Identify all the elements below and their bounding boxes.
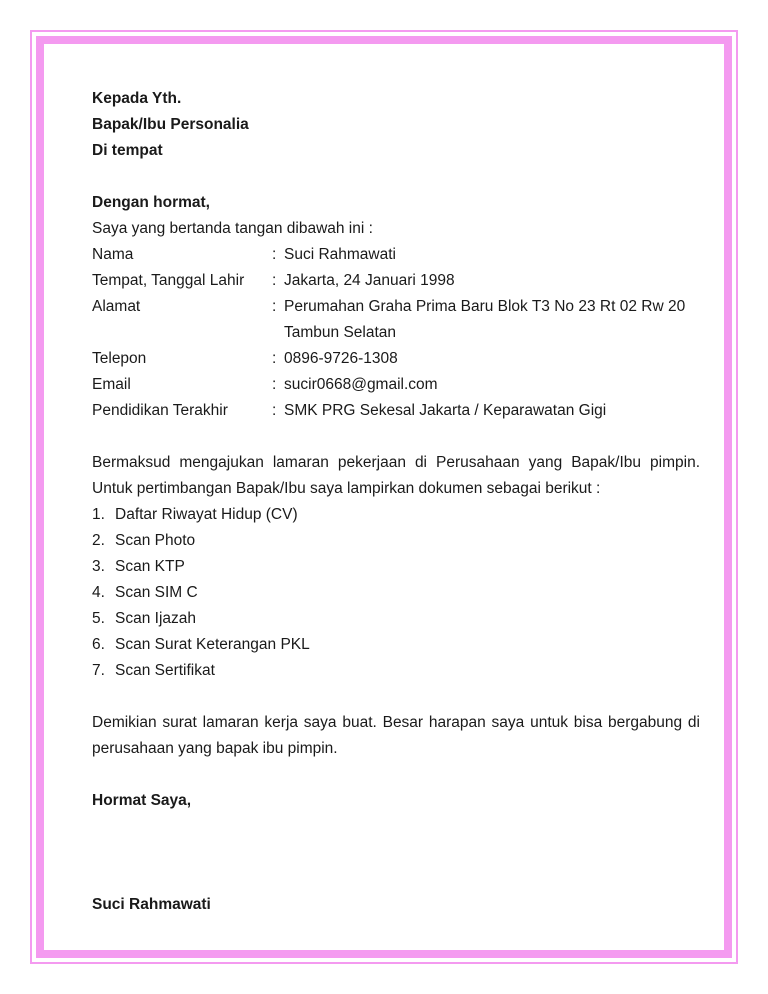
field-value: Perumahan Graha Prima Baru Blok T3 No 23 Rt 02 Rw 20 Tambun Selatan: [284, 298, 686, 341]
recipient-line-2: Bapak/Ibu Personalia: [92, 116, 249, 133]
attachment-item-sim: [92, 580, 700, 606]
field-label: Telepon: [92, 350, 147, 367]
field-colon: :: [272, 272, 277, 289]
attachment-text: Scan Photo: [115, 532, 196, 549]
field-value: sucir0668@gmail.com: [284, 376, 438, 393]
attachment-item-photo: [92, 528, 700, 554]
attachment-text: Scan Sertifikat: [115, 662, 215, 679]
field-label: Nama: [92, 246, 134, 263]
recipient-block: [92, 86, 700, 164]
field-label: Pendidikan Terakhir: [92, 402, 228, 419]
attachment-number: 7.: [92, 662, 105, 679]
letter-content: [44, 44, 724, 950]
field-value: 0896-9726-1308: [284, 350, 398, 367]
field-colon: :: [272, 376, 277, 393]
field-colon: :: [272, 298, 277, 315]
field-label: Alamat: [92, 298, 141, 315]
field-colon: :: [272, 402, 277, 419]
field-label: Email: [92, 376, 131, 393]
signature-label: Hormat Saya,: [92, 792, 192, 809]
personal-data-block: [92, 242, 700, 424]
field-row-telepon: [92, 346, 700, 372]
field-value: Suci Rahmawati: [284, 246, 396, 263]
recipient-line-1: Kepada Yth.: [92, 90, 182, 107]
attachment-item-cv: [92, 502, 700, 528]
attachment-item-surat-pkl: [92, 632, 700, 658]
field-colon: :: [272, 350, 277, 367]
body-paragraph: Bermaksud mengajukan lamaran pekerjaan di Perusahaan yang Bapak/Ibu pimpin. Untuk pertimbangan Bapak/Ibu saya lampirkan dokumen sebagai berikut :: [92, 454, 700, 497]
attachment-number: 3.: [92, 558, 105, 575]
attachment-item-ktp: [92, 554, 700, 580]
signature-name: Suci Rahmawati: [92, 896, 211, 913]
attachment-text: Scan SIM C: [115, 584, 198, 601]
closing-paragraph: Demikian surat lamaran kerja saya buat. Besar harapan saya untuk bisa bergabung di perusahaan yang bapak ibu pimpin.: [92, 714, 700, 757]
field-colon: :: [272, 246, 277, 263]
field-row-email: [92, 372, 700, 398]
field-row-alamat: [92, 294, 700, 346]
attachment-number: 2.: [92, 532, 105, 549]
attachment-text: Daftar Riwayat Hidup (CV): [115, 506, 298, 523]
attachment-item-ijazah: [92, 606, 700, 632]
field-row-pendidikan-terakhir: [92, 398, 700, 424]
attachment-number: 6.: [92, 636, 105, 653]
page-border-outer: [30, 30, 738, 964]
recipient-line-3: Di tempat: [92, 142, 163, 159]
attachment-number: 5.: [92, 610, 105, 627]
field-value: Jakarta, 24 Januari 1998: [284, 272, 455, 289]
attachment-number: 4.: [92, 584, 105, 601]
attachment-text: Scan KTP: [115, 558, 185, 575]
salutation: Dengan hormat,: [92, 194, 210, 211]
field-row-tempat-tanggal-lahir: [92, 268, 700, 294]
attachment-text: Scan Ijazah: [115, 610, 196, 627]
attachment-number: 1.: [92, 506, 105, 523]
field-label: Tempat, Tanggal Lahir: [92, 272, 245, 289]
attachment-item-sertifikat: [92, 658, 700, 684]
field-value: SMK PRG Sekesal Jakarta / Keparawatan Gigi: [284, 402, 607, 419]
attachment-list: [92, 502, 700, 684]
page-border-inner: [36, 36, 732, 958]
field-row-nama: [92, 242, 700, 268]
attachment-text: Scan Surat Keterangan PKL: [115, 636, 310, 653]
intro-line: Saya yang bertanda tangan dibawah ini :: [92, 220, 373, 237]
